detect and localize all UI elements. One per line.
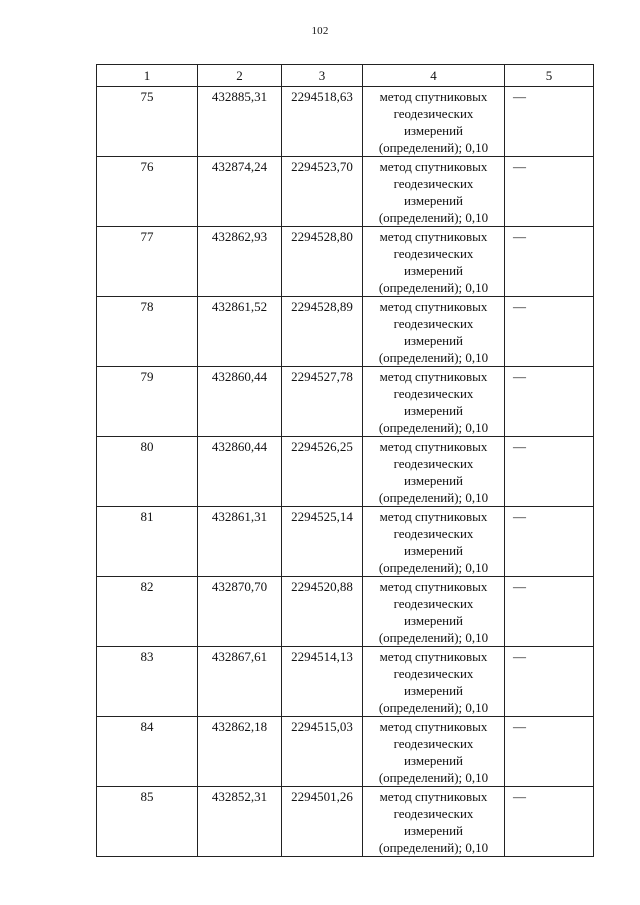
y-coordinate-cell: 2294523,70	[282, 157, 363, 227]
table-body	[97, 87, 594, 857]
note-cell	[505, 717, 594, 787]
note-dash: —	[513, 789, 526, 804]
method-accuracy-cell	[363, 367, 505, 437]
note-cell	[505, 87, 594, 157]
method-text-line: геодезических	[393, 526, 474, 541]
note-dash: —	[513, 719, 526, 734]
x-coordinate-cell: 432860,44	[198, 367, 282, 437]
method-text-line: (определений); 0,10	[378, 770, 489, 785]
table-row	[97, 717, 594, 787]
method-text-line: геодезических	[393, 246, 474, 261]
method-text-line: метод спутниковых	[379, 229, 488, 244]
method-text-line: метод спутниковых	[379, 509, 488, 524]
method-text-line: (определений); 0,10	[378, 560, 489, 575]
method-text-line: измерений	[403, 403, 464, 418]
y-coordinate-cell: 2294501,26	[282, 787, 363, 857]
note-dash: —	[513, 229, 526, 244]
method-text-line: геодезических	[393, 806, 474, 821]
y-coordinate-cell: 2294526,25	[282, 437, 363, 507]
method-text-line: измерений	[403, 333, 464, 348]
note-dash: —	[513, 299, 526, 314]
method-text-line: геодезических	[393, 596, 474, 611]
note-cell	[505, 437, 594, 507]
x-coordinate-cell: 432861,52	[198, 297, 282, 367]
method-text-line: (определений); 0,10	[378, 630, 489, 645]
method-text-line: измерений	[403, 683, 464, 698]
method-accuracy-cell	[363, 87, 505, 157]
column-header-1: 1	[97, 65, 198, 87]
note-dash: —	[513, 369, 526, 384]
y-coordinate-cell: 2294528,80	[282, 227, 363, 297]
point-number-cell: 79	[97, 367, 198, 437]
point-number-cell: 77	[97, 227, 198, 297]
note-cell	[505, 787, 594, 857]
method-text-line: геодезических	[393, 176, 474, 191]
method-text-line: измерений	[403, 473, 464, 488]
y-coordinate-cell: 2294520,88	[282, 577, 363, 647]
note-cell	[505, 367, 594, 437]
note-cell	[505, 577, 594, 647]
method-text-line: метод спутниковых	[379, 159, 488, 174]
method-text-line: геодезических	[393, 316, 474, 331]
note-cell	[505, 507, 594, 577]
table-row	[97, 297, 594, 367]
point-number-cell: 76	[97, 157, 198, 227]
method-text-line: (определений); 0,10	[378, 280, 489, 295]
method-text-line: (определений); 0,10	[378, 350, 489, 365]
y-coordinate-cell: 2294515,03	[282, 717, 363, 787]
point-number-cell: 85	[97, 787, 198, 857]
method-accuracy-cell	[363, 297, 505, 367]
y-coordinate-cell: 2294514,13	[282, 647, 363, 717]
method-accuracy-cell	[363, 717, 505, 787]
method-accuracy-cell	[363, 577, 505, 647]
method-accuracy-cell	[363, 157, 505, 227]
point-number-cell: 82	[97, 577, 198, 647]
x-coordinate-cell: 432860,44	[198, 437, 282, 507]
y-coordinate-cell: 2294528,89	[282, 297, 363, 367]
y-coordinate-cell: 2294527,78	[282, 367, 363, 437]
coordinates-table	[96, 64, 594, 857]
point-number-cell: 80	[97, 437, 198, 507]
method-text-line: измерений	[403, 543, 464, 558]
note-cell	[505, 227, 594, 297]
method-text-line: (определений); 0,10	[378, 420, 489, 435]
method-text-line: метод спутниковых	[379, 439, 488, 454]
method-text-line: метод спутниковых	[379, 579, 488, 594]
column-header-2: 2	[198, 65, 282, 87]
table-header-row	[97, 65, 594, 87]
column-header-4: 4	[363, 65, 505, 87]
note-dash: —	[513, 579, 526, 594]
method-text-line: (определений); 0,10	[378, 840, 489, 855]
x-coordinate-cell: 432862,18	[198, 717, 282, 787]
x-coordinate-cell: 432867,61	[198, 647, 282, 717]
table-row	[97, 577, 594, 647]
note-cell	[505, 647, 594, 717]
method-text-line: (определений); 0,10	[378, 700, 489, 715]
column-header-5: 5	[505, 65, 594, 87]
method-accuracy-cell	[363, 647, 505, 717]
note-dash: —	[513, 509, 526, 524]
x-coordinate-cell: 432885,31	[198, 87, 282, 157]
table-row	[97, 157, 594, 227]
x-coordinate-cell: 432870,70	[198, 577, 282, 647]
method-text-line: (определений); 0,10	[378, 140, 489, 155]
method-text-line: метод спутниковых	[379, 89, 488, 104]
x-coordinate-cell: 432861,31	[198, 507, 282, 577]
method-text-line: (определений); 0,10	[378, 490, 489, 505]
table-row	[97, 507, 594, 577]
method-text-line: геодезических	[393, 666, 474, 681]
note-dash: —	[513, 159, 526, 174]
table-row	[97, 437, 594, 507]
point-number-cell: 78	[97, 297, 198, 367]
method-accuracy-cell	[363, 787, 505, 857]
note-cell	[505, 157, 594, 227]
table-row	[97, 227, 594, 297]
method-text-line: геодезических	[393, 736, 474, 751]
x-coordinate-cell: 432862,93	[198, 227, 282, 297]
method-text-line: геодезических	[393, 386, 474, 401]
method-text-line: геодезических	[393, 106, 474, 121]
page-number: 102	[311, 25, 329, 37]
note-dash: —	[513, 649, 526, 664]
column-header-3: 3	[282, 65, 363, 87]
method-accuracy-cell	[363, 227, 505, 297]
method-text-line: измерений	[403, 193, 464, 208]
method-text-line: измерений	[403, 823, 464, 838]
point-number-cell: 84	[97, 717, 198, 787]
method-text-line: измерений	[403, 753, 464, 768]
table-row	[97, 787, 594, 857]
point-number-cell: 75	[97, 87, 198, 157]
method-accuracy-cell	[363, 507, 505, 577]
y-coordinate-cell: 2294525,14	[282, 507, 363, 577]
method-text-line: (определений); 0,10	[378, 210, 489, 225]
x-coordinate-cell: 432874,24	[198, 157, 282, 227]
method-text-line: измерений	[403, 123, 464, 138]
note-cell	[505, 297, 594, 367]
method-text-line: измерений	[403, 613, 464, 628]
table-row	[97, 367, 594, 437]
method-text-line: метод спутниковых	[379, 369, 488, 384]
method-accuracy-cell	[363, 437, 505, 507]
method-text-line: метод спутниковых	[379, 299, 488, 314]
method-text-line: измерений	[403, 263, 464, 278]
y-coordinate-cell: 2294518,63	[282, 87, 363, 157]
x-coordinate-cell: 432852,31	[198, 787, 282, 857]
method-text-line: метод спутниковых	[379, 789, 488, 804]
note-dash: —	[513, 439, 526, 454]
point-number-cell: 81	[97, 507, 198, 577]
method-text-line: геодезических	[393, 456, 474, 471]
note-dash: —	[513, 89, 526, 104]
point-number-cell: 83	[97, 647, 198, 717]
method-text-line: метод спутниковых	[379, 649, 488, 664]
table-row	[97, 87, 594, 157]
method-text-line: метод спутниковых	[379, 719, 488, 734]
table-row	[97, 647, 594, 717]
